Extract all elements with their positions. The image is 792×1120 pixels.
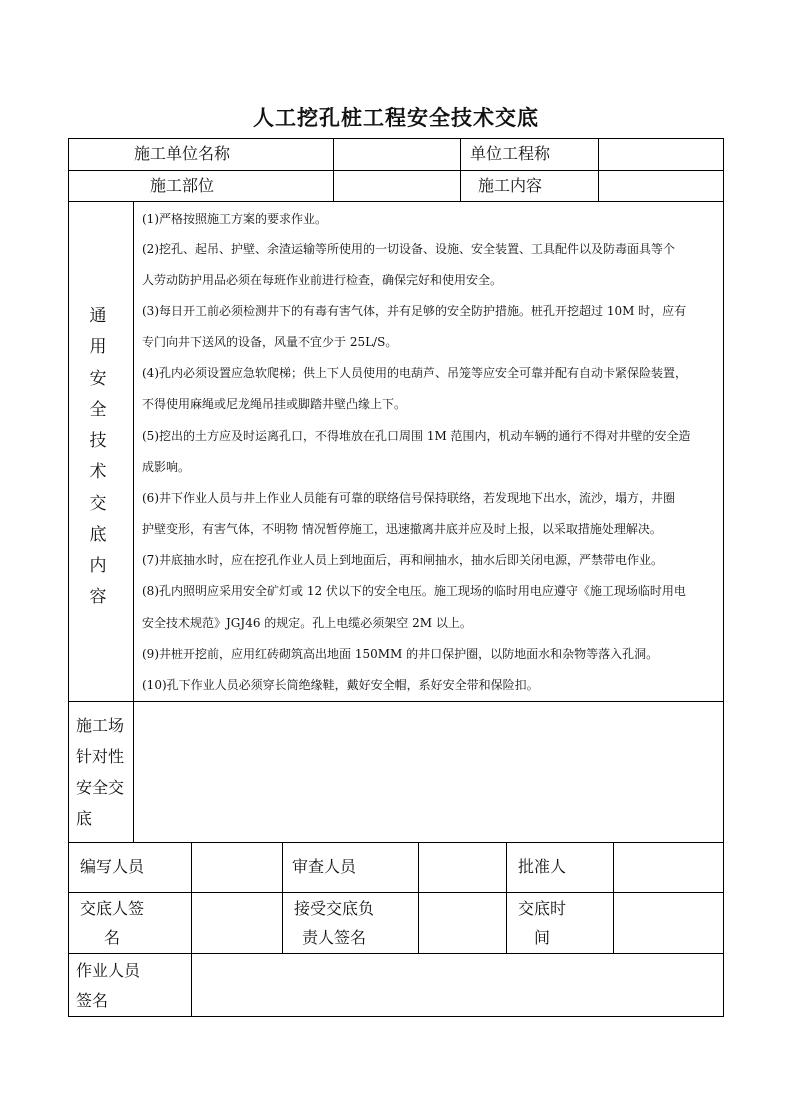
column-divider — [191, 842, 192, 1017]
specific-label-line: 安全交 — [76, 778, 125, 797]
rule-line: (3)每日开工前必须检测井下的有毒有害气体，并有足够的安全防护措施。桩孔开挖超过 10M 时，应有 — [142, 304, 687, 318]
receiver-label-line1: 接受交底负 — [294, 899, 375, 918]
rule-line: 人劳动防护用品必须在每班作业前进行检查，确保完好和使用安全。 — [142, 273, 503, 287]
general-section-label-char: 术 — [89, 462, 107, 482]
column-divider — [460, 138, 461, 201]
rule-line: (4)孔内必须设置应急软爬梯；供上下人员使用的电葫芦、吊笼等应安全可靠并配有自动卡紧保险装置， — [142, 366, 688, 380]
rule-line: 护壁变形，有害气体，不明物 情况暂停施工，迅速撤离井底并应及时上报，以采取措施处理解决。 — [142, 522, 662, 536]
general-section-label-char: 用 — [89, 337, 107, 357]
time-label-line2: 间 — [534, 928, 551, 947]
row-divider — [68, 842, 724, 843]
column-divider — [418, 842, 419, 953]
rule-line: (7)井底抽水时，应在挖孔作业人员上到地面后，再和闸抽水，抽水后即关闭电源，严禁带电作业。 — [142, 553, 664, 567]
rule-line: 专门向井下送风的设备，风量不宜少于 25L/S。 — [142, 335, 398, 349]
rule-line: 不得使用麻绳或尼龙绳吊挂或脚踏井壁凸缘上下。 — [142, 397, 407, 411]
general-section-label-char: 安 — [89, 369, 107, 389]
unit-name-label: 施工单位名称 — [134, 144, 231, 163]
rule-line: (10)孔下作业人员必须穿长筒绝缘鞋，戴好安全帽，系好安全带和保险扣。 — [142, 678, 539, 692]
compiler-label: 编写人员 — [80, 857, 145, 876]
column-divider — [333, 138, 334, 201]
project-name-label: 单位工程称 — [470, 144, 551, 163]
rule-line: (2)挖孔、起吊、护壁、余渣运输等所使用的一切设备、设施、安全装置、工具配件以及防毒面具等个 — [142, 242, 676, 256]
worker-label-line2: 签名 — [76, 991, 109, 1010]
content-label: 施工内容 — [478, 176, 543, 195]
approver-label: 批准人 — [518, 857, 567, 876]
site-label: 施工部位 — [150, 176, 215, 195]
column-divider — [598, 138, 599, 201]
reviewer-label: 审查人员 — [292, 857, 357, 876]
receiver-label-line2: 责人签名 — [302, 928, 367, 947]
rule-line: 成影响。 — [142, 460, 191, 474]
column-divider — [133, 201, 134, 842]
form-table — [68, 138, 724, 1017]
row-divider — [68, 892, 724, 893]
row-divider — [68, 170, 724, 171]
time-label-line1: 交底时 — [518, 899, 567, 918]
column-divider — [282, 842, 283, 953]
column-divider — [506, 842, 507, 953]
discloser-label-line1: 交底人签 — [80, 899, 145, 918]
general-section-label-char: 容 — [89, 587, 107, 607]
document-title: 人工挖孔桩工程安全技术交底 — [253, 105, 539, 130]
row-divider — [68, 953, 724, 954]
row-divider — [68, 201, 724, 202]
general-section-label-char: 全 — [89, 400, 107, 420]
worker-label-line1: 作业人员 — [76, 961, 141, 980]
rule-line: (6)井下作业人员与井上作业人员能有可靠的联络信号保持联络，若发现地下出水，流沙，塌方，井圈 — [142, 491, 676, 505]
general-section-label-char: 通 — [89, 306, 107, 326]
column-divider — [613, 842, 614, 953]
specific-label-line: 针对性 — [76, 747, 125, 766]
general-section-label-char: 交 — [89, 494, 107, 514]
specific-label-line: 施工场 — [76, 716, 125, 735]
general-section-label-char: 技 — [89, 431, 107, 451]
rule-line: (5)挖出的土方应及时运离孔口，不得堆放在孔口周围 1M 范围内，机动车辆的通行不得对井壁的安全造 — [142, 429, 691, 443]
general-section-label-char: 底 — [89, 525, 107, 545]
rule-line: (1)严格按照施工方案的要求作业。 — [142, 212, 327, 226]
rule-line: 安全技术规范》JGJ46 的规定。孔上电缆必须架空 2M 以上。 — [142, 616, 472, 630]
rule-line: (8)孔内照明应采用安全矿灯或 12 伏以下的安全电压。施工现场的临时用电应遵守《施工现场临时用电 — [142, 584, 686, 598]
discloser-label-line2: 名 — [104, 928, 121, 947]
specific-label-line: 底 — [76, 809, 93, 828]
general-section-label-char: 内 — [89, 556, 107, 576]
rule-line: (9)井桩开挖前，应用红砖砌筑高出地面 150MM 的井口保护圈，以防地面水和杂物等落入孔洞。 — [142, 647, 659, 661]
row-divider — [68, 701, 724, 702]
